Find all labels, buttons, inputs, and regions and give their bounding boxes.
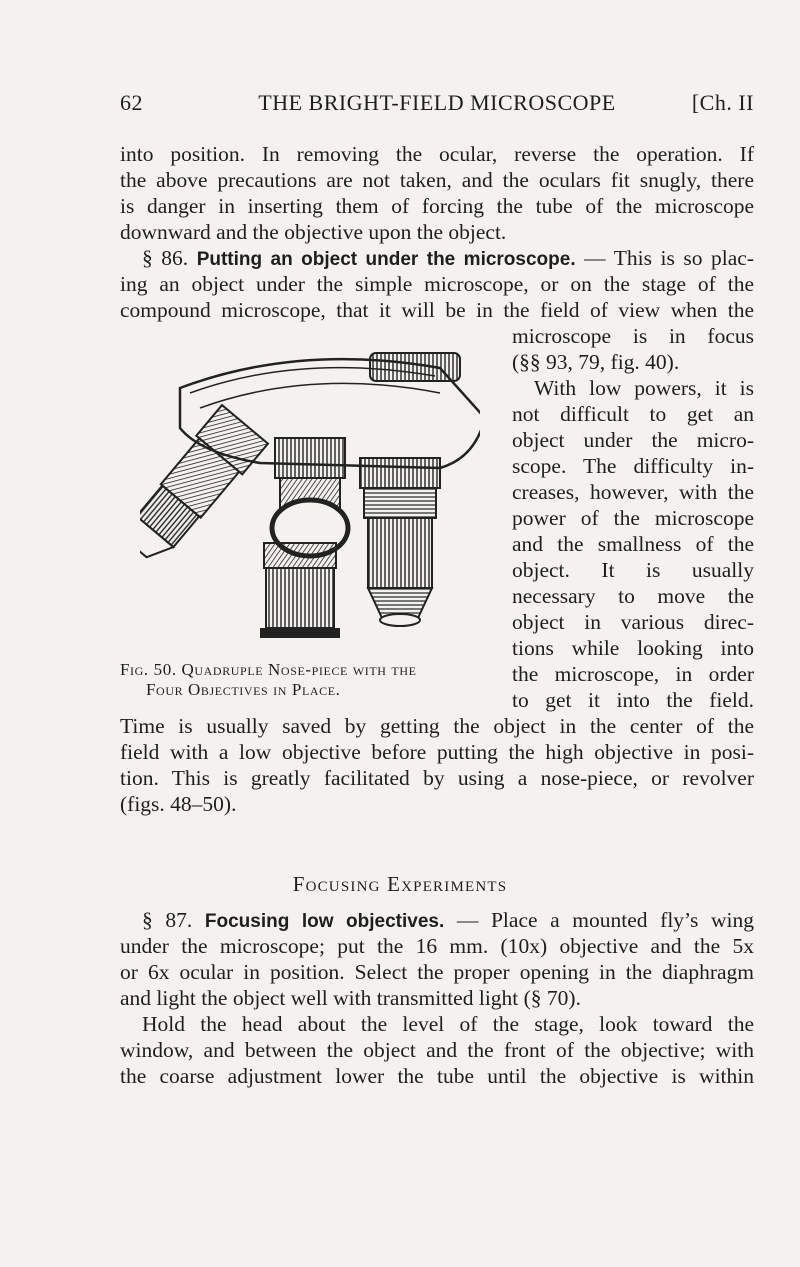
text-line: necessary to move the bbox=[512, 584, 754, 608]
figure-caption bbox=[120, 660, 490, 700]
text-line: to get it into the field. bbox=[512, 688, 754, 712]
text-line: (§§ 93, 79, fig. 40). bbox=[512, 350, 680, 374]
text-line: or 6x ocular in position. Select the proper opening in the diaphragm bbox=[120, 960, 754, 984]
text-line: compound microscope, that it will be in the field of view when the bbox=[120, 298, 754, 322]
text-line: and light the object well with transmitted light (§ 70). bbox=[120, 986, 581, 1010]
section-87-first-line bbox=[120, 907, 754, 933]
right-column-text bbox=[512, 323, 754, 713]
caption-line-1: Fig. 50. Quadruple Nose-piece with the bbox=[120, 660, 417, 679]
section-mark: § 87. bbox=[142, 908, 193, 932]
text-line: not difficult to get an bbox=[512, 402, 754, 426]
after-figure-paragraph bbox=[120, 713, 754, 817]
text-line: tions while looking into bbox=[512, 636, 754, 660]
text-line: creases, however, with the bbox=[512, 480, 754, 504]
text-line: With low powers, it is bbox=[534, 376, 754, 400]
text-line: microscope is in focus bbox=[512, 324, 754, 348]
text-run: — This is so plac- bbox=[575, 246, 755, 270]
text-line: Time is usually saved by getting the object in the center of the bbox=[120, 714, 754, 738]
running-title: THE BRIGHT-FIELD MICROSCOPE bbox=[258, 90, 616, 115]
text-line: the above precautions are not taken, and the oculars fit snugly, there bbox=[120, 168, 754, 192]
text-line: ing an object under the simple microscope, or on the stage of the bbox=[120, 272, 754, 296]
top-paragraph bbox=[120, 141, 754, 245]
section-87-heading: Focusing low objectives. bbox=[204, 911, 445, 932]
caption-line-2: Four Objectives in Place. bbox=[146, 680, 341, 699]
text-line: tion. This is greatly facilitated by using a nose-piece, or revolver bbox=[120, 766, 754, 790]
section-86-heading: Putting an object under the microscope. bbox=[196, 249, 576, 270]
section-86 bbox=[120, 245, 754, 323]
text-line: the coarse adjustment lower the tube until the objective is within bbox=[120, 1064, 754, 1088]
text-line: object under the micro- bbox=[512, 428, 754, 452]
text-line: scope. The difficulty in- bbox=[512, 454, 754, 478]
text-line: object. It is usually bbox=[512, 558, 754, 582]
text-line: under the microscope; put the 16 mm. (10x) objective and the 5x bbox=[120, 934, 754, 958]
running-header bbox=[120, 90, 754, 122]
text-line: object in various direc- bbox=[512, 610, 754, 634]
last-paragraph bbox=[120, 1011, 754, 1089]
nose-piece-illustration bbox=[140, 348, 480, 648]
section-mark: § 86. bbox=[142, 246, 189, 270]
text-line: field with a low objective before putting the high objective in posi- bbox=[120, 740, 754, 764]
section-87 bbox=[120, 907, 754, 1011]
text-line: into position. In removing the ocular, reverse the operation. If bbox=[120, 142, 754, 166]
text-line: and the smallness of the bbox=[512, 532, 754, 556]
text-line: downward and the objective upon the object. bbox=[120, 220, 507, 244]
text-line: window, and between the object and the front of the objective; with bbox=[120, 1038, 754, 1062]
text-line: is danger in inserting them of forcing the tube of the microscope bbox=[120, 194, 754, 218]
section-86-first-line bbox=[120, 245, 754, 271]
text-line: power of the microscope bbox=[512, 506, 754, 530]
text-line: (figs. 48–50). bbox=[120, 792, 237, 816]
chapter-label: [Ch. II bbox=[691, 90, 754, 115]
text-line: Hold the head about the level of the stage, look toward the bbox=[142, 1012, 754, 1036]
text-line: the microscope, in order bbox=[512, 662, 754, 686]
text-run: — Place a mounted fly’s wing bbox=[444, 908, 755, 932]
page-number: 62 bbox=[120, 90, 143, 115]
section-heading: Focusing Experiments bbox=[292, 872, 508, 896]
